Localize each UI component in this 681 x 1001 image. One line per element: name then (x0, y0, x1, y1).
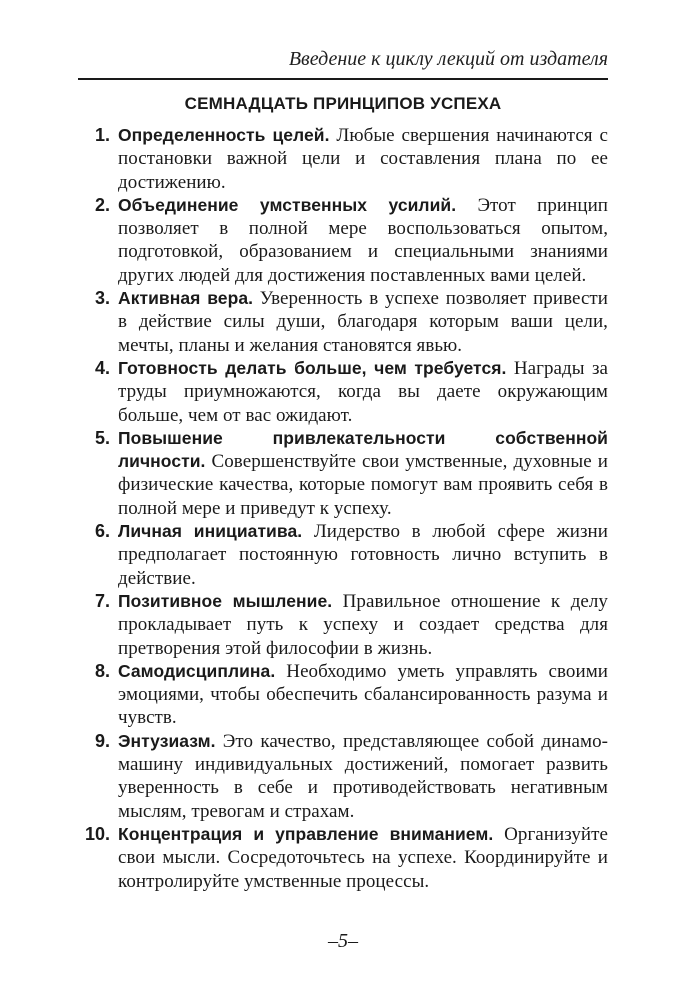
principles-list (78, 124, 608, 893)
principle-body (118, 590, 608, 660)
principle-number: 5. (94, 427, 110, 448)
principle-title: Готовность делать больше, чем требуется. (118, 357, 507, 378)
principle-item (78, 590, 608, 660)
header-rule (78, 78, 608, 80)
principle-title: Самодисциплина. (118, 660, 276, 681)
principle-item (78, 194, 608, 287)
principle-text: Необходимо уметь управлять своими эмоциями, чтобы обеспечить сбалансированность разума и чувств. (118, 660, 608, 729)
principle-body (118, 124, 608, 194)
principle-text: Лидерство в любой сфере жизни предполагает постоянную готовность лично вступить в действие. (118, 521, 608, 589)
principle-body (118, 194, 608, 287)
principle-item (78, 287, 608, 357)
principle-title: Позитивное мышление. (118, 590, 333, 611)
principle-text: Правильное отношение к делу прокладывает путь к успеху и создает средства для претворения этой философии в жизнь. (118, 590, 608, 659)
section-title: СЕМНАДЦАТЬ ПРИНЦИПОВ УСПЕХА (184, 94, 502, 113)
principle-title: Личная инициатива. (118, 521, 303, 542)
principle-title: Определенность целей. (118, 125, 330, 145)
principle-body (118, 660, 608, 730)
principle-number: 10. (84, 823, 110, 844)
principle-text: Уверенность в успехе позволяет привести в действие силы души, благодаря которым ваши цели, мечты, планы и желания становятся явью. (118, 288, 608, 356)
principle-item (78, 730, 608, 823)
principle-number: 9. (94, 730, 110, 751)
principle-item (78, 427, 608, 520)
principle-number: 8. (94, 660, 110, 681)
principle-title: Повышение привлекательности собственной личности. (118, 427, 608, 472)
principle-body (118, 823, 608, 893)
principle-title: Концентрация и управление вниманием. (118, 823, 494, 844)
page-number: –5– (328, 930, 358, 952)
principle-title: Энтузиазм. (118, 730, 216, 751)
principle-text: Организуйте свои мысли. Сосредоточьтесь на успехе. Координируйте и контролируйте умственные процессы. (118, 823, 608, 892)
principle-number: 3. (94, 288, 110, 309)
principle-body (118, 520, 608, 590)
principle-item (78, 124, 608, 194)
principle-text: Награды за труды приумножаются, когда вы даете окружающим больше, чем от вас ожидают. (118, 357, 608, 426)
principle-title: Активная вера. (118, 288, 254, 309)
principle-text: Совершенствуйте свои умственные, духовные и физические качества, которые помогут вам проявить себя в полной мере и приведут к успеху. (118, 451, 608, 519)
running-header: Введение к циклу лекций от издателя (288, 48, 608, 70)
principle-number: 2. (94, 194, 110, 215)
principle-text: Этот принцип позволяет в полной мере воспользоваться опытом, подготовкой, образованием и специальными знаниями других людей для достижения поставленных вами целей. (118, 194, 609, 286)
principle-item (78, 520, 608, 590)
principle-number: 4. (94, 357, 110, 378)
principle-body (118, 357, 608, 427)
principle-text: Любые свершения начинаются с постановки важной цели и составления плана по ее достижению. (118, 125, 608, 193)
principle-body (118, 730, 608, 823)
principle-item (78, 823, 608, 893)
principle-number: 1. (94, 125, 110, 145)
principle-body (118, 287, 608, 357)
principle-title: Объединение умственных усилий. (118, 194, 457, 215)
principle-number: 6. (94, 521, 110, 542)
principle-item (78, 357, 608, 427)
principle-number: 7. (94, 590, 110, 611)
principle-body (118, 427, 608, 520)
principle-item (78, 660, 608, 730)
principle-text: Это качество, представляющее собой динамо-машину индивидуальных достижений, помогает развить уверенность в себе и противодействовать негативным мыслям, тревогам и страхам. (118, 730, 608, 822)
